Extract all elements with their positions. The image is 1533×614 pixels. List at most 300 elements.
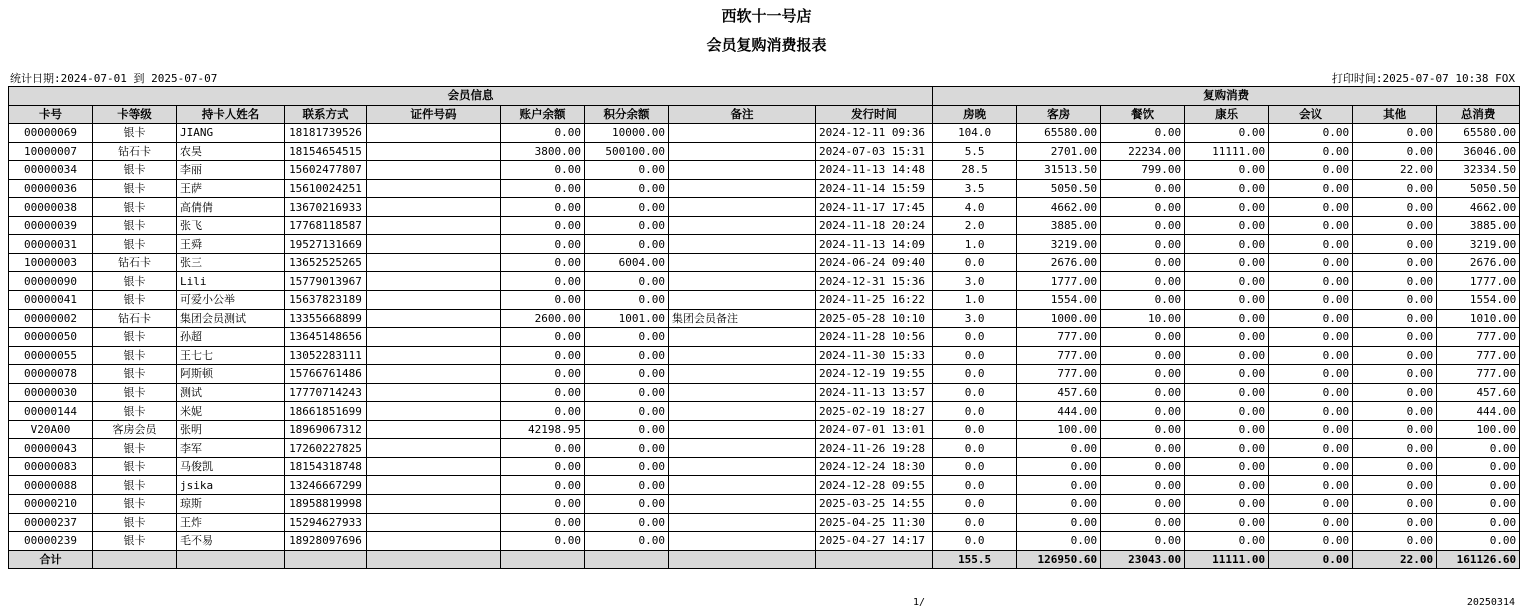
total-cell [177, 550, 285, 569]
table-cell: 王萨 [177, 179, 285, 198]
table-cell: 0.0 [933, 476, 1017, 495]
table-cell [669, 383, 816, 402]
group-header-row [9, 87, 1520, 106]
column-header: 账户余额 [501, 105, 585, 124]
table-cell: 5.5 [933, 142, 1017, 161]
table-cell: 2024-12-11 09:36 [816, 124, 933, 143]
table-cell: 0.00 [501, 179, 585, 198]
table-cell: 0.00 [585, 216, 669, 235]
total-cell: 23043.00 [1101, 550, 1185, 569]
table-cell: 0.00 [1185, 495, 1269, 514]
table-cell: 0.00 [1437, 495, 1520, 514]
table-cell: 00000055 [9, 346, 93, 365]
table-cell [669, 272, 816, 291]
table-cell: 银卡 [93, 179, 177, 198]
table-cell [669, 253, 816, 272]
table-cell: 0.00 [1101, 476, 1185, 495]
table-cell: 0.00 [1353, 179, 1437, 198]
table-cell: 00000041 [9, 291, 93, 310]
table-cell: 银卡 [93, 124, 177, 143]
table-cell: 0.00 [1185, 216, 1269, 235]
table-row [9, 291, 1520, 310]
table-cell: 10000.00 [585, 124, 669, 143]
table-cell: 3.0 [933, 272, 1017, 291]
table-cell: 32334.50 [1437, 161, 1520, 180]
table-cell: 2024-11-14 15:59 [816, 179, 933, 198]
table-cell: 13670216933 [285, 198, 367, 217]
table-cell: 0.00 [1185, 291, 1269, 310]
total-cell [501, 550, 585, 569]
column-header: 发行时间 [816, 105, 933, 124]
table-cell: 18181739526 [285, 124, 367, 143]
table-cell: 104.0 [933, 124, 1017, 143]
table-cell: 马俊凯 [177, 457, 285, 476]
table-cell: 00000090 [9, 272, 93, 291]
total-cell [585, 550, 669, 569]
table-cell: 444.00 [1437, 402, 1520, 421]
table-cell: 1777.00 [1017, 272, 1101, 291]
table-cell: 18958819998 [285, 495, 367, 514]
table-cell: 777.00 [1017, 365, 1101, 384]
table-cell: 集团会员备注 [669, 309, 816, 328]
table-cell: 1010.00 [1437, 309, 1520, 328]
table-cell: 3219.00 [1017, 235, 1101, 254]
table-cell: 0.00 [1185, 365, 1269, 384]
table-cell: 0.00 [1269, 532, 1353, 551]
table-cell: 0.00 [1269, 124, 1353, 143]
table-cell [669, 476, 816, 495]
table-cell: 0.00 [585, 532, 669, 551]
table-cell: 0.00 [1101, 495, 1185, 514]
table-cell: 0.00 [1101, 383, 1185, 402]
report-title: 会员复购消费报表 [706, 36, 827, 54]
table-cell: 银卡 [93, 272, 177, 291]
table-cell [367, 142, 501, 161]
table-cell [367, 198, 501, 217]
table-cell: 银卡 [93, 346, 177, 365]
table-cell: 15602477807 [285, 161, 367, 180]
table-cell [367, 124, 501, 143]
table-cell [669, 532, 816, 551]
table-cell: 0.00 [585, 513, 669, 532]
table-cell: 00000034 [9, 161, 93, 180]
table-cell [669, 142, 816, 161]
table-cell: 0.00 [1101, 532, 1185, 551]
table-cell: 0.00 [1185, 513, 1269, 532]
table-cell: 2025-03-25 14:55 [816, 495, 933, 514]
total-cell: 155.5 [933, 550, 1017, 569]
table-cell: 米妮 [177, 402, 285, 421]
table-cell: 1554.00 [1437, 291, 1520, 310]
table-cell: 13645148656 [285, 328, 367, 347]
table-cell: 2.0 [933, 216, 1017, 235]
table-cell: 银卡 [93, 439, 177, 458]
table-cell: 毛不易 [177, 532, 285, 551]
table-cell: 0.00 [1353, 328, 1437, 347]
table-cell: 高倩倩 [177, 198, 285, 217]
table-cell: 4.0 [933, 198, 1017, 217]
table-cell: 22234.00 [1101, 142, 1185, 161]
table-cell: 2025-02-19 18:27 [816, 402, 933, 421]
table-cell [367, 476, 501, 495]
table-cell: 00000069 [9, 124, 93, 143]
table-cell: 65580.00 [1017, 124, 1101, 143]
table-cell: 阿斯顿 [177, 365, 285, 384]
table-cell: 0.00 [1353, 216, 1437, 235]
table-cell: 0.00 [1101, 216, 1185, 235]
table-row [9, 495, 1520, 514]
table-cell: 0.00 [585, 272, 669, 291]
table-cell [669, 328, 816, 347]
table-cell: 0.00 [501, 216, 585, 235]
table-cell: 0.00 [1101, 291, 1185, 310]
table-cell: 0.00 [1017, 532, 1101, 551]
column-header: 房晚 [933, 105, 1017, 124]
table-cell: 0.00 [1185, 420, 1269, 439]
table-cell: 0.00 [1353, 272, 1437, 291]
table-cell: 张三 [177, 253, 285, 272]
table-cell: 0.00 [1269, 161, 1353, 180]
table-cell: 10000007 [9, 142, 93, 161]
table-cell: 28.5 [933, 161, 1017, 180]
table-cell: 00000239 [9, 532, 93, 551]
table-cell: 集团会员测试 [177, 309, 285, 328]
table-cell [367, 328, 501, 347]
table-cell: 0.00 [585, 198, 669, 217]
table-cell: 可爱小公举 [177, 291, 285, 310]
table-cell: 王炸 [177, 513, 285, 532]
table-cell: 2676.00 [1017, 253, 1101, 272]
column-header: 会议 [1269, 105, 1353, 124]
table-cell: Lili [177, 272, 285, 291]
table-cell: 0.00 [1101, 198, 1185, 217]
table-cell: 李军 [177, 439, 285, 458]
table-cell: 0.00 [1185, 383, 1269, 402]
table-cell: 13052283111 [285, 346, 367, 365]
stat-date: 统计日期:2024-07-01 到 2025-07-07 [10, 72, 218, 85]
table-cell: 00000083 [9, 457, 93, 476]
table-cell [669, 124, 816, 143]
table-cell: 0.00 [1353, 476, 1437, 495]
total-cell: 161126.60 [1437, 550, 1520, 569]
table-cell: 00000002 [9, 309, 93, 328]
table-cell [367, 420, 501, 439]
table-cell [669, 365, 816, 384]
table-cell [367, 253, 501, 272]
table-cell: 0.00 [1353, 142, 1437, 161]
table-row [9, 328, 1520, 347]
table-cell: 3.5 [933, 179, 1017, 198]
table-cell: 777.00 [1017, 328, 1101, 347]
table-cell: 张明 [177, 420, 285, 439]
table-row [9, 457, 1520, 476]
table-cell: 100.00 [1437, 420, 1520, 439]
table-cell: 0.00 [501, 124, 585, 143]
table-cell: 0.00 [501, 383, 585, 402]
table-cell: 0.00 [1269, 383, 1353, 402]
table-cell: 0.00 [1353, 124, 1437, 143]
table-row [9, 179, 1520, 198]
table-cell: 2024-06-24 09:40 [816, 253, 933, 272]
table-cell: 银卡 [93, 532, 177, 551]
table-cell: 0.00 [1269, 513, 1353, 532]
table-cell: 2024-07-03 15:31 [816, 142, 933, 161]
table-cell: 王舜 [177, 235, 285, 254]
table-cell [367, 161, 501, 180]
table-cell: 0.00 [1101, 328, 1185, 347]
table-cell: 0.00 [1437, 457, 1520, 476]
table-cell: 2024-12-28 09:55 [816, 476, 933, 495]
table-row [9, 309, 1520, 328]
table-cell: 2025-04-25 11:30 [816, 513, 933, 532]
table-cell: 00000043 [9, 439, 93, 458]
table-cell: 0.00 [501, 532, 585, 551]
table-cell: 00000088 [9, 476, 93, 495]
table-cell: 1777.00 [1437, 272, 1520, 291]
column-header-row [9, 105, 1520, 124]
table-cell: 0.00 [1353, 235, 1437, 254]
table-cell [367, 495, 501, 514]
table-row [9, 235, 1520, 254]
table-cell: 0.00 [1353, 346, 1437, 365]
table-cell: 0.00 [585, 457, 669, 476]
table-cell [669, 439, 816, 458]
table-cell: 6004.00 [585, 253, 669, 272]
table-cell: 0.00 [585, 383, 669, 402]
table-cell: 0.00 [585, 235, 669, 254]
table-cell: 2676.00 [1437, 253, 1520, 272]
table-cell: 3885.00 [1017, 216, 1101, 235]
table-cell: 15637823189 [285, 291, 367, 310]
table-cell: 2025-05-28 10:10 [816, 309, 933, 328]
table-cell: 0.00 [1269, 328, 1353, 347]
table-cell: 500100.00 [585, 142, 669, 161]
table-cell: 00000038 [9, 198, 93, 217]
table-cell: 0.00 [1269, 476, 1353, 495]
table-cell: 2024-11-26 19:28 [816, 439, 933, 458]
table-cell: 0.00 [1269, 457, 1353, 476]
total-cell [367, 550, 501, 569]
table-cell: 银卡 [93, 383, 177, 402]
table-cell: 0.00 [1437, 532, 1520, 551]
table-cell: 0.00 [585, 495, 669, 514]
table-cell: 银卡 [93, 457, 177, 476]
table-cell: 0.00 [1017, 457, 1101, 476]
table-cell: 0.00 [585, 161, 669, 180]
table-cell: 0.00 [1353, 532, 1437, 551]
table-cell: 0.00 [501, 402, 585, 421]
table-cell: 2024-11-25 16:22 [816, 291, 933, 310]
table-cell: 42198.95 [501, 420, 585, 439]
table-cell: 银卡 [93, 291, 177, 310]
report-code: 20250314 [1466, 597, 1515, 608]
table-cell: 777.00 [1437, 365, 1520, 384]
group-repurchase: 复购消费 [933, 87, 1520, 106]
table-cell: 0.00 [1101, 457, 1185, 476]
table-cell: 0.00 [1185, 161, 1269, 180]
table-cell: 0.00 [1185, 402, 1269, 421]
table-cell: 0.00 [1269, 142, 1353, 161]
table-cell: 张飞 [177, 216, 285, 235]
print-time: 打印时间:2025-07-07 10:38 FOX [1331, 72, 1515, 85]
table-row [9, 346, 1520, 365]
table-cell: 2024-12-31 15:36 [816, 272, 933, 291]
table-cell: 799.00 [1101, 161, 1185, 180]
table-cell [669, 420, 816, 439]
table-cell: 4662.00 [1017, 198, 1101, 217]
table-cell [367, 439, 501, 458]
table-cell: 0.0 [933, 457, 1017, 476]
table-cell: 00000210 [9, 495, 93, 514]
table-cell: 银卡 [93, 495, 177, 514]
table-cell [367, 532, 501, 551]
table-cell: 18154318748 [285, 457, 367, 476]
table-cell: 0.00 [1101, 253, 1185, 272]
table-cell: 0.00 [1185, 439, 1269, 458]
table-cell: 0.00 [585, 365, 669, 384]
table-cell: 13246667299 [285, 476, 367, 495]
table-cell: 22.00 [1353, 161, 1437, 180]
table-cell: 0.0 [933, 365, 1017, 384]
table-cell: 钻石卡 [93, 253, 177, 272]
table-cell: 0.0 [933, 383, 1017, 402]
table-cell: 1.0 [933, 235, 1017, 254]
table-cell: 2701.00 [1017, 142, 1101, 161]
table-cell: 17770714243 [285, 383, 367, 402]
table-cell: 客房会员 [93, 420, 177, 439]
table-row [9, 439, 1520, 458]
table-cell: 银卡 [93, 235, 177, 254]
table-cell: 0.00 [1353, 495, 1437, 514]
table-cell: 00000036 [9, 179, 93, 198]
column-header: 餐饮 [1101, 105, 1185, 124]
table-cell: 0.00 [501, 328, 585, 347]
table-cell: 0.00 [1269, 253, 1353, 272]
table-cell: 0.00 [1269, 179, 1353, 198]
table-cell [669, 179, 816, 198]
table-cell: 农昊 [177, 142, 285, 161]
table-cell: 0.00 [501, 272, 585, 291]
table-cell: 0.00 [1269, 216, 1353, 235]
table-cell: 银卡 [93, 365, 177, 384]
table-cell [367, 272, 501, 291]
table-cell: jsika [177, 476, 285, 495]
table-cell: 0.00 [1437, 476, 1520, 495]
column-header: 证件号码 [367, 105, 501, 124]
table-cell: 0.00 [501, 439, 585, 458]
table-cell: 0.00 [585, 328, 669, 347]
table-cell: 2024-11-30 15:33 [816, 346, 933, 365]
table-cell: 银卡 [93, 216, 177, 235]
table-cell: 0.00 [585, 476, 669, 495]
table-cell: 18969067312 [285, 420, 367, 439]
table-cell: 0.00 [1353, 309, 1437, 328]
table-cell [367, 365, 501, 384]
table-cell: 00000144 [9, 402, 93, 421]
table-row [9, 253, 1520, 272]
table-cell: 1.0 [933, 291, 1017, 310]
table-row [9, 198, 1520, 217]
table-cell: 5050.50 [1437, 179, 1520, 198]
table-cell: 0.00 [1101, 346, 1185, 365]
table-cell [669, 235, 816, 254]
table-cell: 0.00 [1185, 457, 1269, 476]
table-cell: 0.00 [501, 495, 585, 514]
table-cell: 13355668899 [285, 309, 367, 328]
table-cell: 0.00 [1269, 291, 1353, 310]
table-cell: 2024-07-01 13:01 [816, 420, 933, 439]
table-cell: 2600.00 [501, 309, 585, 328]
table-cell: 0.00 [1017, 513, 1101, 532]
table-cell [367, 309, 501, 328]
table-cell: 00000237 [9, 513, 93, 532]
table-cell: 00000030 [9, 383, 93, 402]
table-cell: 0.0 [933, 402, 1017, 421]
total-cell: 126950.60 [1017, 550, 1101, 569]
table-cell: 65580.00 [1437, 124, 1520, 143]
column-header: 备注 [669, 105, 816, 124]
table-cell: 18154654515 [285, 142, 367, 161]
total-cell [93, 550, 177, 569]
table-cell: 2025-04-27 14:17 [816, 532, 933, 551]
table-cell [669, 346, 816, 365]
table-cell [669, 216, 816, 235]
table-cell: 琼斯 [177, 495, 285, 514]
column-header: 积分余额 [585, 105, 669, 124]
table-cell: 15610024251 [285, 179, 367, 198]
table-cell [669, 291, 816, 310]
table-cell: 0.00 [501, 457, 585, 476]
table-cell [669, 402, 816, 421]
table-cell: 3885.00 [1437, 216, 1520, 235]
table-cell: 0.00 [1101, 272, 1185, 291]
table-cell: 0.00 [1353, 365, 1437, 384]
table-cell: 0.00 [1101, 179, 1185, 198]
table-cell: 银卡 [93, 328, 177, 347]
column-header: 卡号 [9, 105, 93, 124]
table-cell: 0.00 [1353, 420, 1437, 439]
table-cell: 36046.00 [1437, 142, 1520, 161]
table-cell: 孙超 [177, 328, 285, 347]
table-cell: 00000031 [9, 235, 93, 254]
table-cell [669, 457, 816, 476]
table-cell: 777.00 [1437, 346, 1520, 365]
table-cell: 100.00 [1017, 420, 1101, 439]
table-cell: 2024-11-13 14:09 [816, 235, 933, 254]
table-cell: JIANG [177, 124, 285, 143]
total-cell [669, 550, 816, 569]
table-cell: 0.00 [1101, 513, 1185, 532]
table-cell: 10000003 [9, 253, 93, 272]
table-cell: 0.00 [585, 291, 669, 310]
report-table [8, 86, 1520, 569]
table-cell: 0.00 [1185, 476, 1269, 495]
table-cell: 1554.00 [1017, 291, 1101, 310]
table-cell: 0.00 [1185, 272, 1269, 291]
table-cell: 0.00 [1185, 346, 1269, 365]
table-row [9, 420, 1520, 439]
table-cell: 5050.50 [1017, 179, 1101, 198]
table-cell: 0.00 [1017, 495, 1101, 514]
table-cell: 0.00 [1185, 124, 1269, 143]
table-cell [367, 216, 501, 235]
column-header: 联系方式 [285, 105, 367, 124]
table-cell: 0.00 [1269, 272, 1353, 291]
total-cell: 0.00 [1269, 550, 1353, 569]
table-cell: 0.00 [1017, 439, 1101, 458]
table-cell: 11111.00 [1185, 142, 1269, 161]
table-cell: 00000078 [9, 365, 93, 384]
